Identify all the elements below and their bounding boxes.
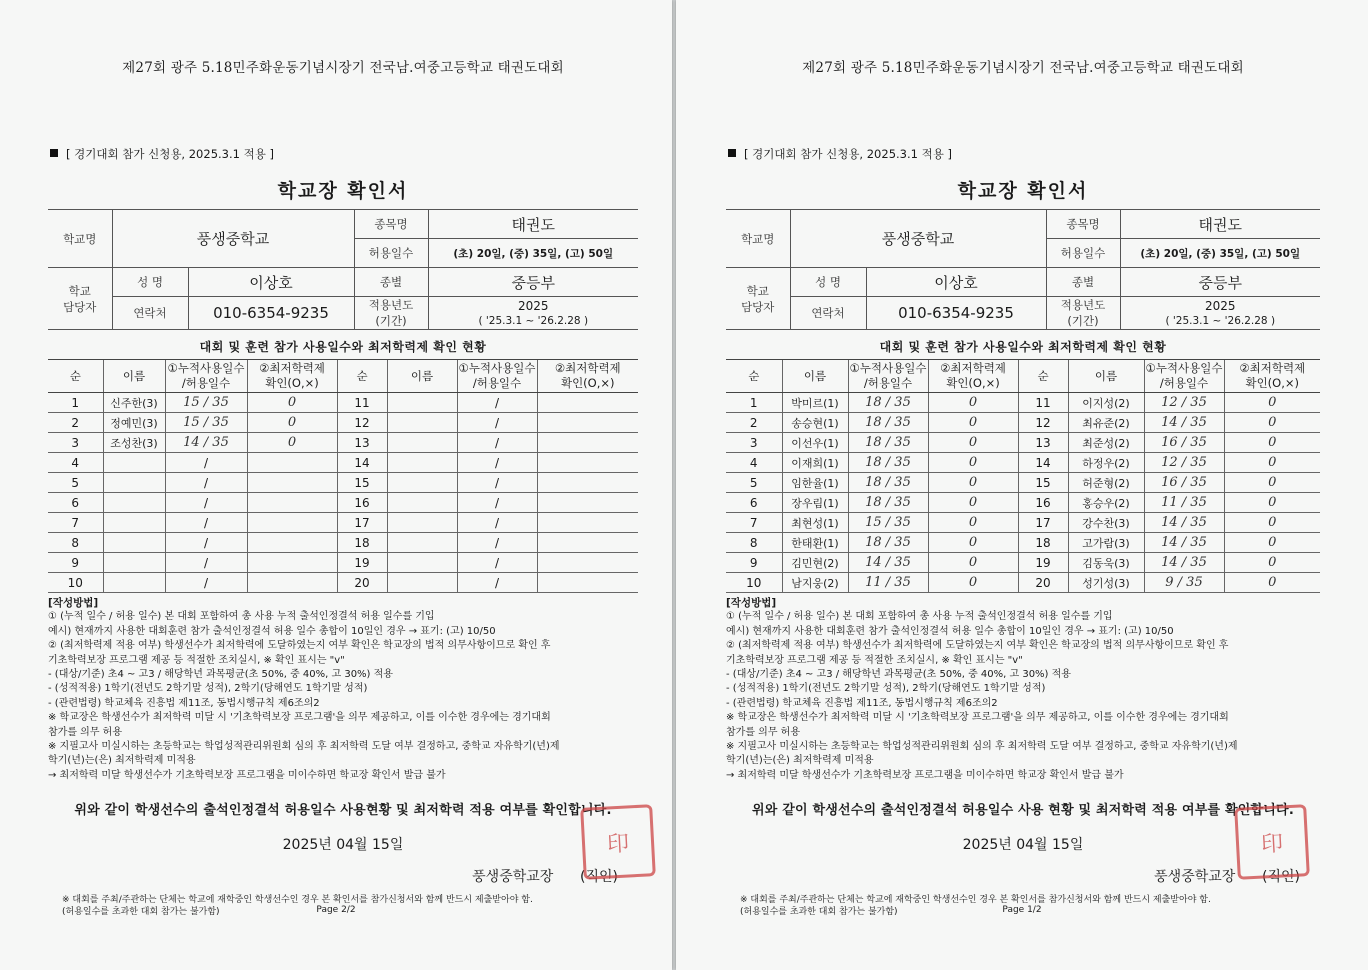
issue-date: 2025년 04월 15일: [962, 837, 1084, 854]
school-info-table: 학교명 풍생중학교 종목명 태권도 허용일수 (초) 20일, (중) 35일, (고) 50일 학교 담당자 성 명 이상호 종별 중등부 연락처 010-6354-9235 적용년도 (기간) 2025 ( '25.3.1 ~ '26.2.28 ): [48, 209, 638, 330]
competition-header: 제27회 광주 5.18민주화운동기념시장기 전국남.여중고등학교 태권도대회: [122, 60, 564, 76]
principal-signature: 풍생중학교장 (직인): [472, 869, 618, 886]
table-row: 5 임한율(1) 18 / 35 0 15 허준형(2) 16 / 35 0: [726, 473, 1320, 493]
table-row: 1 신주한(3) 15 / 35 0 11 /: [48, 393, 638, 413]
table-row: 3 이선우(1) 18 / 35 0 13 최준성(2) 16 / 35 0: [726, 433, 1320, 453]
division: 중등부: [428, 268, 638, 297]
form-tag: [ 경기대회 참가 신청용, 2025.3.1 적용 ]: [726, 146, 1320, 162]
table-row: 4 / 14 /: [48, 453, 638, 473]
table-row: 7 / 17 /: [48, 513, 638, 533]
section-title: 대회 및 훈련 참가 사용일수와 최저학력제 확인 현황: [199, 340, 487, 354]
event-name: 태권도: [1120, 210, 1320, 239]
square-bullet-icon: [728, 149, 736, 157]
school-info-table: 학교명 풍생중학교 종목명 태권도 허용일수 (초) 20일, (중) 35일, (고) 50일 학교 담당자 성 명 이상호 종별 중등부 연락처 010-6354-9235 적용년도 (기간) 2025 ( '25.3.1 ~ '26.2.28 ): [726, 209, 1320, 330]
table-row: 5 / 15 /: [48, 473, 638, 493]
principal-signature: 풍생중학교장 (직인): [1154, 869, 1300, 886]
school-name: 풍생중학교: [790, 210, 1046, 268]
document-title: 학교장 확인서: [277, 180, 409, 202]
apply-year: 2025 ( '25.3.1 ~ '26.2.28 ): [428, 297, 638, 330]
contact-number: 010-6354-9235: [188, 297, 354, 330]
document-page-1: [676, 0, 1368, 970]
official-seal-icon: 印: [1234, 804, 1310, 880]
allowed-days: (초) 20일, (중) 35일, (고) 50일: [428, 239, 638, 268]
table-row: 10 남지웅(2) 11 / 35 0 20 성기성(3) 9 / 35 0: [726, 573, 1320, 593]
manager-name: 이상호: [866, 268, 1046, 297]
table-row: 1 박미르(1) 18 / 35 0 11 이지성(2) 12 / 35 0: [726, 393, 1320, 413]
page-number: Page 2/2: [316, 905, 356, 915]
table-row: 8 한태환(1) 18 / 35 0 18 고가람(3) 14 / 35 0: [726, 533, 1320, 553]
table-row: 9 김민현(2) 14 / 35 0 19 김동욱(3) 14 / 35 0: [726, 553, 1320, 573]
table-row: 9 / 19 /: [48, 553, 638, 573]
competition-header: 제27회 광주 5.18민주화운동기념시장기 전국남.여중고등학교 태권도대회: [802, 60, 1244, 76]
allowed-days: (초) 20일, (중) 35일, (고) 50일: [1120, 239, 1320, 268]
contact-number: 010-6354-9235: [866, 297, 1046, 330]
issue-date: 2025년 04월 15일: [282, 837, 404, 854]
document-page-2: [0, 0, 672, 970]
footnote: ※ 대회를 주최/주관하는 단체는 학교에 재학중인 학생선수인 경우 본 확인서를 참가신청서와 함께 반드시 제출받아야 함. (허용일수를 초과한 대회 참가는 불가함): [740, 895, 1211, 918]
confirmation-statement: 위와 같이 학생선수의 출석인정결석 허용일수 사용현황 및 최저학력 적용 여부를 확인합니다.: [74, 803, 612, 819]
division: 중등부: [1120, 268, 1320, 297]
table-row: 8 / 18 /: [48, 533, 638, 553]
table-row: 3 조성찬(3) 14 / 35 0 13 /: [48, 433, 638, 453]
table-row: 6 장우림(1) 18 / 35 0 16 홍승우(2) 11 / 35 0: [726, 493, 1320, 513]
table-row: 10 / 20 /: [48, 573, 638, 593]
form-tag: [ 경기대회 참가 신청용, 2025.3.1 적용 ]: [48, 146, 638, 162]
table-row: 6 / 16 /: [48, 493, 638, 513]
table-row: 2 정예민(3) 15 / 35 0 12 /: [48, 413, 638, 433]
school-name: 풍생중학교: [112, 210, 354, 268]
apply-year: 2025 ( '25.3.1 ~ '26.2.28 ): [1120, 297, 1320, 330]
square-bullet-icon: [50, 149, 58, 157]
event-name: 태권도: [428, 210, 638, 239]
page-number: Page 1/2: [1002, 905, 1042, 915]
writing-instructions: [작성방법] ① (누적 일수 / 허용 일수) 본 대회 포함하여 총 사용 누적 출석인정결석 허용 일수를 기입 예시) 현재까지 사용한 대회훈련 참가 출석인정결석 허용 일수 총합이 10일인 경우 → 표기: (고) 10/50 ② (최저학력제 적용 여부) 학생선수가 최저학력에 도달하였는지 여부 확인은 학교장의 법적 의무사항이므로 확인 후 기초학력보장 프로그램 제공 등 적절한 조치실시, ※ 확인 표시는 "v" - (대상/기준) 초4 ~ 고3 / 해당학년 과목평균(초 50%, 중 40%, 고 30%) 적용 - (성적적용) 1학기(전년도 2학기말 성적), 2학기(당해연도 1학기말 성적) - (관련법령) 학교체육 진흥법 제11조, 동법시행규칙 제6조의2 ※ 학교장은 학생선수가 최저학력 미달 시 '기초학력보장 프로그램'을 의무 제공하고, 이를 이수한 경우에는 경기대회 참가를 의무 허용 ※ 지필고사 미실시하는 초등학교는 학업성적관리위원회 심의 후 최저학력 도달 여부 결정하고, 중학교 자유학기(년)제 학기(년)는(은) 최저학력제 미적용 → 최저학력 미달 학생선수가 기초학력보장 프로그램을 미이수하면 학교장 확인서 발급 불가: [48, 597, 560, 781]
footnote: ※ 대회를 주최/주관하는 단체는 학교에 재학중인 학생선수인 경우 본 확인서를 참가신청서와 함께 반드시 제출받아야 함. (허용일수를 초과한 대회 참가는 불가함): [62, 895, 533, 918]
manager-name: 이상호: [188, 268, 354, 297]
official-seal-icon: 印: [580, 804, 656, 880]
table-row: 7 최현성(1) 15 / 35 0 17 강수찬(3) 14 / 35 0: [726, 513, 1320, 533]
student-roster-table: 순 이름 ①누적사용일수 /허용일수 ②최저학력제 확인(O,×) 순 이름 ①누적사용일수 /허용일수 ②최저학력제 확인(O,×) 1 박미르(1) 18 / 35 0 11 이지성(2) 12 / 35 0 2 송승현(1) 18 / 35 0 12 최유준(2) 14 / 35 0 3 이선우(1) 18 / 35 0 13 최준성(2) 16 / 35 0 4 이재희(1) 18 / 35 0 14 하정우(2) 12 / 35 0 5 임한율(1) 18 / 35 0 15 허준형(2) 16 / 35 0 6 장우림(1) 18 / 35 0 16 홍승우(2) 11 / 35 0 7 최현성(1) 15 / 35 0 17 강수찬(3) 14 / 35 0 8 한태환(1) 18 / 35 0 18 고가람(3) 14 / 35 0 9 김민현(2) 14 / 35 0 19 김동욱(3) 14 / 35 0 10 남지웅(2) 11 / 35 0 20 성기성(3) 9 / 35 0: [726, 359, 1320, 593]
table-row: 2 송승현(1) 18 / 35 0 12 최유준(2) 14 / 35 0: [726, 413, 1320, 433]
section-title: 대회 및 훈련 참가 사용일수와 최저학력제 확인 현황: [879, 340, 1167, 354]
confirmation-statement: 위와 같이 학생선수의 출석인정결석 허용일수 사용 현황 및 최저학력 적용 여부를 확인합니다.: [752, 803, 1294, 819]
student-roster-table: 순 이름 ①누적사용일수 /허용일수 ②최저학력제 확인(O,×) 순 이름 ①누적사용일수 /허용일수 ②최저학력제 확인(O,×) 1 신주한(3) 15 / 35 0 11 / 2 정예민(3) 15 / 35 0 12 / 3 조성찬(3) 14 / 35 0 13 / 4 / 14 / 5 / 15 / 6 / 16 / 7 / 17 / 8 / 18 / 9 / 19 / 10 / 20 /: [48, 359, 638, 593]
table-row: 4 이재희(1) 18 / 35 0 14 하정우(2) 12 / 35 0: [726, 453, 1320, 473]
writing-instructions: [작성방법] ① (누적 일수 / 허용 일수) 본 대회 포함하여 총 사용 누적 출석인정결석 허용 일수를 기입 예시) 현재까지 사용한 대회훈련 참가 출석인정결석 허용 일수 총합이 10일인 경우 → 표기: (고) 10/50 ② (최저학력제 적용 여부) 학생선수가 최저학력에 도달하였는지 여부 확인은 학교장의 법적 의무사항이므로 확인 후 기초학력보장 프로그램 제공 등 적절한 조치실시, ※ 확인 표시는 "v" - (대상/기준) 초4 ~ 고3 / 해당학년 과목평균(초 50%, 중 40%, 고 30%) 적용 - (성적적용) 1학기(전년도 2학기말 성적), 2학기(당해연도 1학기말 성적) - (관련법령) 학교체육 진흥법 제11조, 동법시행규칙 제6조의2 ※ 학교장은 학생선수가 최저학력 미달 시 '기초학력보장 프로그램'을 의무 제공하고, 이를 이수한 경우에는 경기대회 참가를 의무 허용 ※ 지필고사 미실시하는 초등학교는 학업성적관리위원회 심의 후 최저학력 도달 여부 결정하고, 중학교 자유학기(년)제 학기(년)는(은) 최저학력제 미적용 → 최저학력 미달 학생선수가 기초학력보장 프로그램을 미이수하면 학교장 확인서 발급 불가: [726, 597, 1238, 781]
document-title: 학교장 확인서: [957, 180, 1089, 202]
